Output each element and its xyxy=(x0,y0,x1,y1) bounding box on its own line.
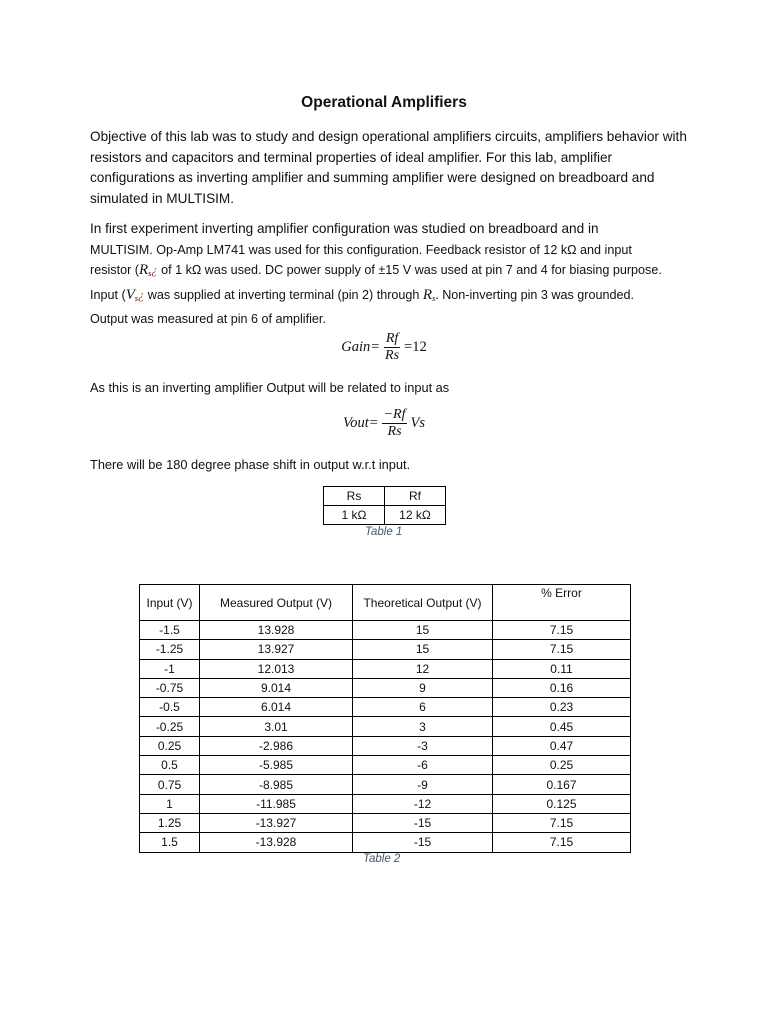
experiment-line-5: Output was measured at pin 6 of amplifier. xyxy=(90,312,326,326)
table-cell: -9 xyxy=(353,775,493,794)
table-row xyxy=(324,487,446,506)
table-cell: 3.01 xyxy=(200,717,353,736)
table-cell: 15 xyxy=(353,640,493,659)
table-cell: 9.014 xyxy=(200,678,353,697)
table-cell: -12 xyxy=(353,794,493,813)
phase-text: There will be 180 degree phase shift in output w.r.t input. xyxy=(90,457,411,472)
vs-symbol: V xyxy=(125,286,135,303)
table-cell: 12 kΩ xyxy=(385,506,446,525)
rs-subscript-2: s xyxy=(432,293,436,303)
table-cell: 0.45 xyxy=(493,717,631,736)
table-header-cell: Rf xyxy=(385,487,446,506)
glyph-placeholder-2: ¿ xyxy=(138,287,145,302)
table-cell: 0.125 xyxy=(493,794,631,813)
table-cell: -1.5 xyxy=(140,621,200,640)
table-cell: 13.928 xyxy=(200,621,353,640)
table-header-cell: % Error xyxy=(493,585,631,621)
vout-fraction: $\frac{-Rf}{Rs}$ xyxy=(383,407,406,439)
experiment-line-4: Input ($V_s¿$ was supplied at inverting terminal (pin 2) through $R_s$. Non-inverting pin 3 was grounded. xyxy=(90,286,635,303)
table-cell: 6 xyxy=(353,698,493,717)
table-cell: -8.985 xyxy=(200,775,353,794)
table-header-cell: Rs xyxy=(324,487,385,506)
table-cell: 0.25 xyxy=(493,756,631,775)
table-row xyxy=(140,640,631,659)
table-header-cell: Input (V) xyxy=(140,585,200,621)
table-cell: 0.11 xyxy=(493,659,631,678)
table-cell: 9 xyxy=(353,678,493,697)
table-cell: 3 xyxy=(353,717,493,736)
table-header-cell: Measured Output (V) xyxy=(200,585,353,621)
table-cell: 0.167 xyxy=(493,775,631,794)
table-2-caption: Table 2 xyxy=(363,853,401,865)
table-cell: -5.985 xyxy=(200,756,353,775)
rs-subscript: s xyxy=(148,269,152,278)
table-cell: -0.5 xyxy=(140,698,200,717)
table-cell: 0.5 xyxy=(140,756,200,775)
table-row xyxy=(140,813,631,832)
table-cell: -11.985 xyxy=(200,794,353,813)
table-cell: 15 xyxy=(353,621,493,640)
experiment-line-1: In first experiment inverting amplifier configuration was studied on breadboard and in xyxy=(90,221,599,236)
objective-paragraph: Objective of this lab was to study and design operational amplifiers circuits, amplifiers behavior with resistors and capacitors and terminal properties of ideal amplifier. For this lab, amplifier configurations as inverting amplifier and summing amplifier were designed on breadboard and simulated in MULTISIM. xyxy=(90,129,687,206)
table-cell: -0.25 xyxy=(140,717,200,736)
table-cell: -2.986 xyxy=(200,736,353,755)
table-cell: 7.15 xyxy=(493,640,631,659)
table-row xyxy=(140,775,631,794)
table-cell: -6 xyxy=(353,756,493,775)
gain-equation: Gain= $\frac{Rf}{Rs}$ =12 xyxy=(341,331,427,363)
table-header-row xyxy=(140,585,631,621)
measurement-table xyxy=(139,584,631,853)
table-cell: -0.75 xyxy=(140,678,200,697)
table-cell: 6.014 xyxy=(200,698,353,717)
measurement-table-body xyxy=(140,621,631,853)
page-title: Operational Amplifiers xyxy=(301,94,467,111)
table-cell: 0.47 xyxy=(493,736,631,755)
rs-symbol: R xyxy=(138,262,149,278)
gain-fraction: $\frac{Rf}{Rs}$ xyxy=(385,331,400,363)
table-cell: 7.15 xyxy=(493,621,631,640)
experiment-line-2: MULTISIM. Op-Amp LM741 was used for this configuration. Feedback resistor of 12 kΩ and input xyxy=(90,242,632,257)
table-cell: 1.5 xyxy=(140,833,200,852)
table-row xyxy=(140,659,631,678)
table-cell: 1 kΩ xyxy=(324,506,385,525)
table-cell: 13.927 xyxy=(200,640,353,659)
table-header-cell: Theoretical Output (V) xyxy=(353,585,493,621)
table-row xyxy=(140,621,631,640)
table-cell: 0.25 xyxy=(140,736,200,755)
vs-subscript: s xyxy=(134,293,138,303)
table-cell: 0.75 xyxy=(140,775,200,794)
experiment-line-3: resistor ($R_s¿$ of 1 kΩ was used. DC power supply of ±15 V was used at pin 7 and 4 for biasing purpose. xyxy=(90,262,662,278)
table-row xyxy=(140,717,631,736)
table-cell: -13.928 xyxy=(200,833,353,852)
table-cell: -1.25 xyxy=(140,640,200,659)
table-cell: 0.23 xyxy=(493,698,631,717)
vout-equation: Vout= $\frac{-Rf}{Rs}$ Vs xyxy=(343,407,425,439)
table-cell: 0.16 xyxy=(493,678,631,697)
table-cell: -15 xyxy=(353,813,493,832)
table-cell: 12 xyxy=(353,659,493,678)
table-cell: 1.25 xyxy=(140,813,200,832)
table-row xyxy=(140,756,631,775)
glyph-placeholder: ¿ xyxy=(151,263,158,277)
experiment-paragraph xyxy=(90,219,690,330)
table-cell: -3 xyxy=(353,736,493,755)
resistor-table xyxy=(323,486,446,525)
table-cell: 1 xyxy=(140,794,200,813)
table-cell: -1 xyxy=(140,659,200,678)
rs-symbol-2: R xyxy=(422,286,433,303)
table-cell: -13.927 xyxy=(200,813,353,832)
table-cell: 12.013 xyxy=(200,659,353,678)
table-row xyxy=(140,678,631,697)
table-row xyxy=(324,506,446,525)
table-cell: 7.15 xyxy=(493,833,631,852)
table-row xyxy=(140,794,631,813)
table-row xyxy=(140,736,631,755)
table-row xyxy=(140,698,631,717)
table-row xyxy=(140,833,631,852)
relation-text: As this is an inverting amplifier Output will be related to input as xyxy=(90,380,450,395)
table-cell: -15 xyxy=(353,833,493,852)
table-cell: 7.15 xyxy=(493,813,631,832)
table-1-caption: Table 1 xyxy=(365,526,403,538)
